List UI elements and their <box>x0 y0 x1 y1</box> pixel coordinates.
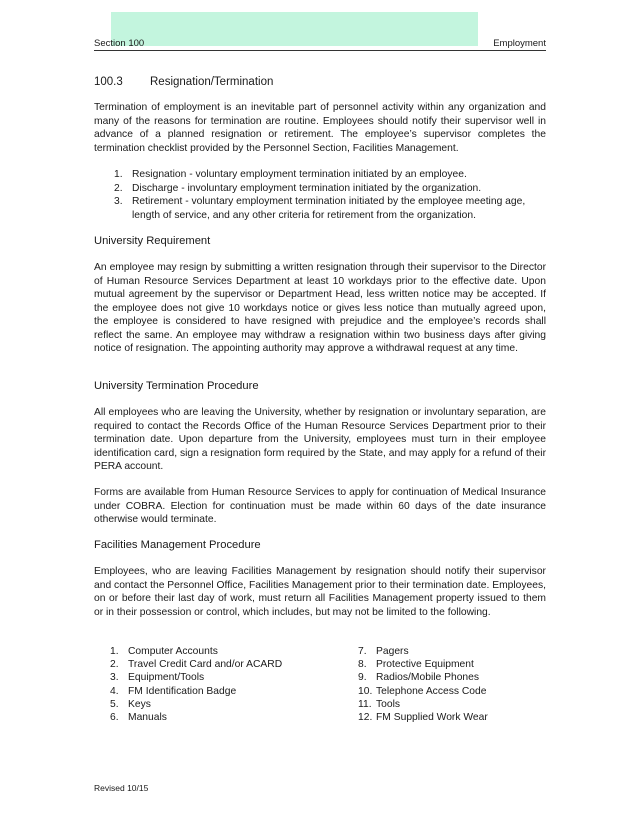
list-item: 2. Travel Credit Card and/or ACARD <box>110 659 283 671</box>
list-item: 12. FM Supplied Work Wear <box>358 712 488 724</box>
fm-procedure-paragraph: Employees, who are leaving Facilities Management by resignation should notify their supervisor and contact the Personnel Office, Facilities Management prior to their termination date. Employees, on or before their last day of work, must return all Facilities Management property issued to them or in their possession or control, which includes, but may not be limited to the following. <box>94 566 546 618</box>
university-requirement-paragraph: An employee may resign by submitting a written resignation through their supervisor to the Director of Human Resource Services Department at least 10 workdays prior to the effective date. Upon mutual agreement by the supervisor or Department Head, less written notice may be accepted. If the employee does not give 10 workdays notice or gives less notice than mutually agreed upon, the employee is considered to have resigned with prejudice and the employee’s records shall reflect the same. An employee may withdraw a resignation within two business days after giving notice of resignation. The appointing authority may approve a withdrawal request at any time. <box>94 262 546 354</box>
section-number: 100.3 <box>94 76 123 88</box>
termination-procedure-heading: University Termination Procedure <box>94 380 259 392</box>
university-requirement-heading: University Requirement <box>94 235 211 247</box>
header-chapter: Employment <box>493 38 546 49</box>
list-item: 9. Radios/Mobile Phones <box>358 672 480 684</box>
list-item: 2. Discharge - involuntary employment termination initiated by the organization. <box>114 182 482 194</box>
list-item: 3. Retirement - voluntary employment termination initiated by the employee meeting age, length of service, and any other criteria for retirement from the organization. <box>114 196 526 221</box>
termination-types-list <box>94 168 546 222</box>
list-item: 1. Computer Accounts <box>110 646 218 657</box>
list-item: 8. Protective Equipment <box>358 659 474 671</box>
fm-procedure-heading: Facilities Management Procedure <box>94 539 261 551</box>
section-title-text: Resignation/Termination <box>150 76 274 88</box>
list-item: 11. Tools <box>358 698 401 710</box>
cobra-paragraph: Forms are available from Human Resource Services to apply for continuation of Medical Insurance under COBRA. Election for continuation must be made within 60 days of the date insurance otherwise would terminate. <box>94 487 546 525</box>
list-item: 1. Resignation - voluntary employment termination initiated by an employee. <box>114 169 467 180</box>
list-item: 4. FM Identification Badge <box>110 685 237 697</box>
list-item: 3. Equipment/Tools <box>110 672 205 684</box>
list-item: 6. Manuals <box>110 712 167 724</box>
section-title <box>94 76 273 88</box>
intro-paragraph: Termination of employment is an inevitable part of personnel activity within any organization and many of the reasons for termination are routine. Employees should notify their supervisor well in advance of a planned resignation or retirement. The employee’s supervisor completes the termination checklist provided by the Personnel Section, Facilities Management. <box>94 102 546 154</box>
list-item: 7. Pagers <box>358 646 409 657</box>
footer-revision: Revised 10/15 <box>94 783 149 793</box>
property-items-left <box>94 645 282 724</box>
termination-procedure-paragraph: All employees who are leaving the University, whether by resignation or involuntary separation, are required to contact the Records Office of the Human Resource Services Department prior to their termination date. Upon departure from the University, employees must turn in their employee identification card, sign a resignation form required by the State, and may apply for a refund of their PERA account. <box>94 407 546 472</box>
property-items-right <box>342 645 488 724</box>
text-highlight <box>111 12 478 46</box>
list-item: 5. Keys <box>110 698 151 710</box>
header-rule <box>94 50 546 51</box>
header-section: Section 100 <box>94 38 145 49</box>
list-item: 10. Telephone Access Code <box>358 685 487 697</box>
